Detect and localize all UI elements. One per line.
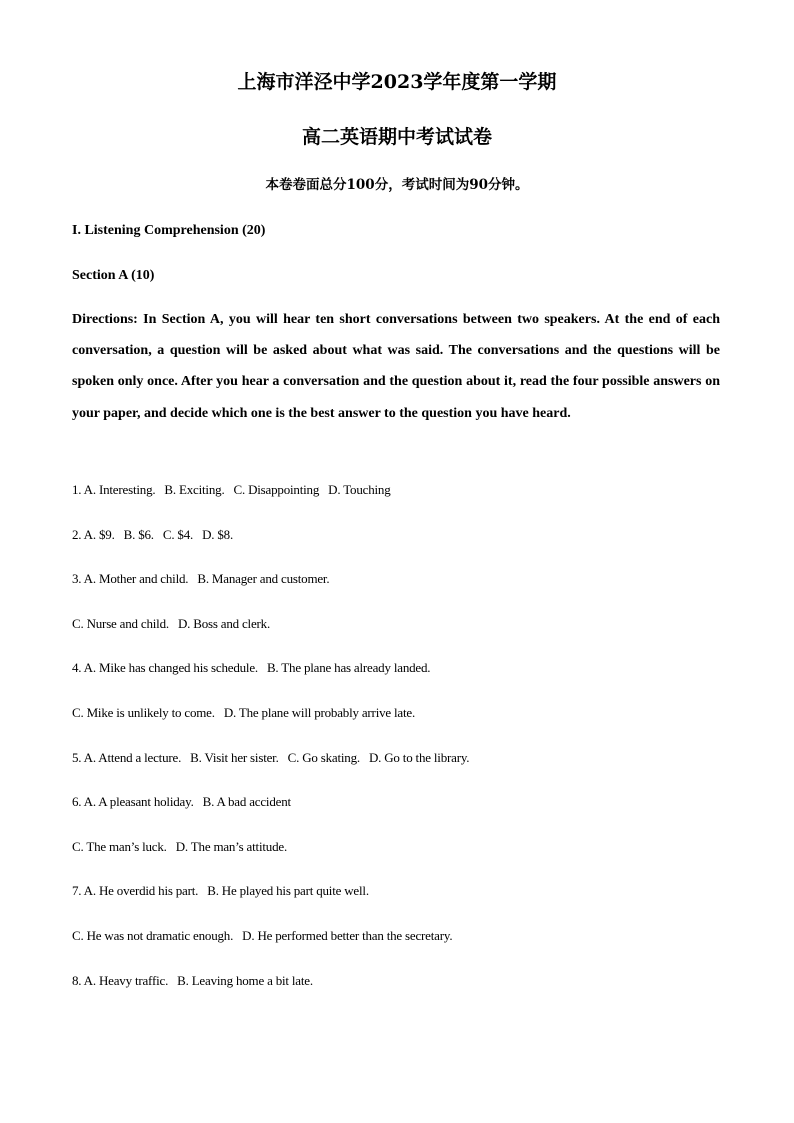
answer-option: B. Leaving home a bit late.: [177, 972, 313, 988]
answer-option: C. Mike is unlikely to come.: [72, 705, 215, 720]
section-directions: Directions: In Section A, you will hear ten short conversations between two speakers. At the end of each conversation, a question will be asked about what was said. The conversations and the questions will be spoken only once. After you hear a conversation and the question about it, read the four possible answers on your paper, and decide which one is the best answer to the question you have heard.: [72, 312, 720, 421]
part-heading: I. Listening Comprehension (20): [72, 223, 266, 238]
answer-option: B. The plane has already landed.: [266, 660, 431, 676]
exam-title-school: 上海市洋泾中学2023学年度第一学期: [237, 71, 557, 93]
answer-option: 6. A. A pleasant holiday.: [72, 794, 194, 810]
answer-option: 5. A. Attend a lecture.: [72, 749, 182, 765]
answer-option: 2. A. $9.: [72, 526, 115, 542]
question-3-line-1: [72, 570, 329, 588]
question-3-line-2: [72, 615, 270, 633]
exam-instructions: 本卷卷面总分100分，考试时间为90分钟。: [265, 177, 529, 193]
answer-option: D. He performed better than the secretary.: [242, 928, 453, 943]
question-4-line-2: [72, 704, 415, 722]
answer-option: B. Manager and customer.: [197, 571, 330, 587]
answer-option: C. $4.: [162, 526, 194, 542]
answer-option: D. The man’s attitude.: [175, 838, 287, 854]
answer-option: 1. A. Interesting.: [72, 482, 156, 497]
answer-option: D. Touching: [328, 482, 391, 497]
question-1-line-1: [72, 481, 391, 499]
answer-option: B. A bad accident: [202, 794, 291, 810]
answer-option: D. The plane will probably arrive late.: [223, 705, 416, 720]
answer-option: 8. A. Heavy traffic.: [72, 972, 169, 988]
answer-option: B. Exciting.: [164, 482, 225, 497]
answer-option: D. $8.: [202, 526, 234, 542]
question-6-line-1: [72, 793, 291, 811]
exam-title-paper: 高二英语期中考试试卷: [301, 126, 492, 148]
answer-option: C. The man’s luck.: [72, 838, 167, 854]
question-5-line-1: [72, 749, 469, 767]
answer-option: 4. A. Mike has changed his schedule.: [72, 660, 258, 676]
question-6-line-2: [72, 838, 287, 856]
question-8-line-1: [72, 972, 313, 990]
answer-option: C. Disappointing: [233, 482, 320, 497]
answer-option: C. He was not dramatic enough.: [72, 928, 234, 943]
answer-option: B. $6.: [123, 526, 154, 542]
question-7-line-2: [72, 927, 452, 945]
answer-option: D. Boss and clerk.: [177, 615, 271, 631]
answer-option: C. Nurse and child.: [72, 615, 169, 631]
question-7-line-1: [72, 882, 369, 900]
answer-option: B. He played his part quite well.: [207, 883, 369, 899]
answer-option: 3. A. Mother and child.: [72, 571, 189, 587]
answer-option: D. Go to the library.: [368, 749, 470, 765]
question-4-line-1: [72, 659, 430, 677]
question-2-line-1: [72, 526, 233, 544]
answer-option: 7. A. He overdid his part.: [72, 883, 199, 899]
section-heading: Section A (10): [72, 268, 155, 283]
answer-option: C. Go skating.: [287, 749, 360, 765]
answer-option: B. Visit her sister.: [190, 749, 279, 765]
